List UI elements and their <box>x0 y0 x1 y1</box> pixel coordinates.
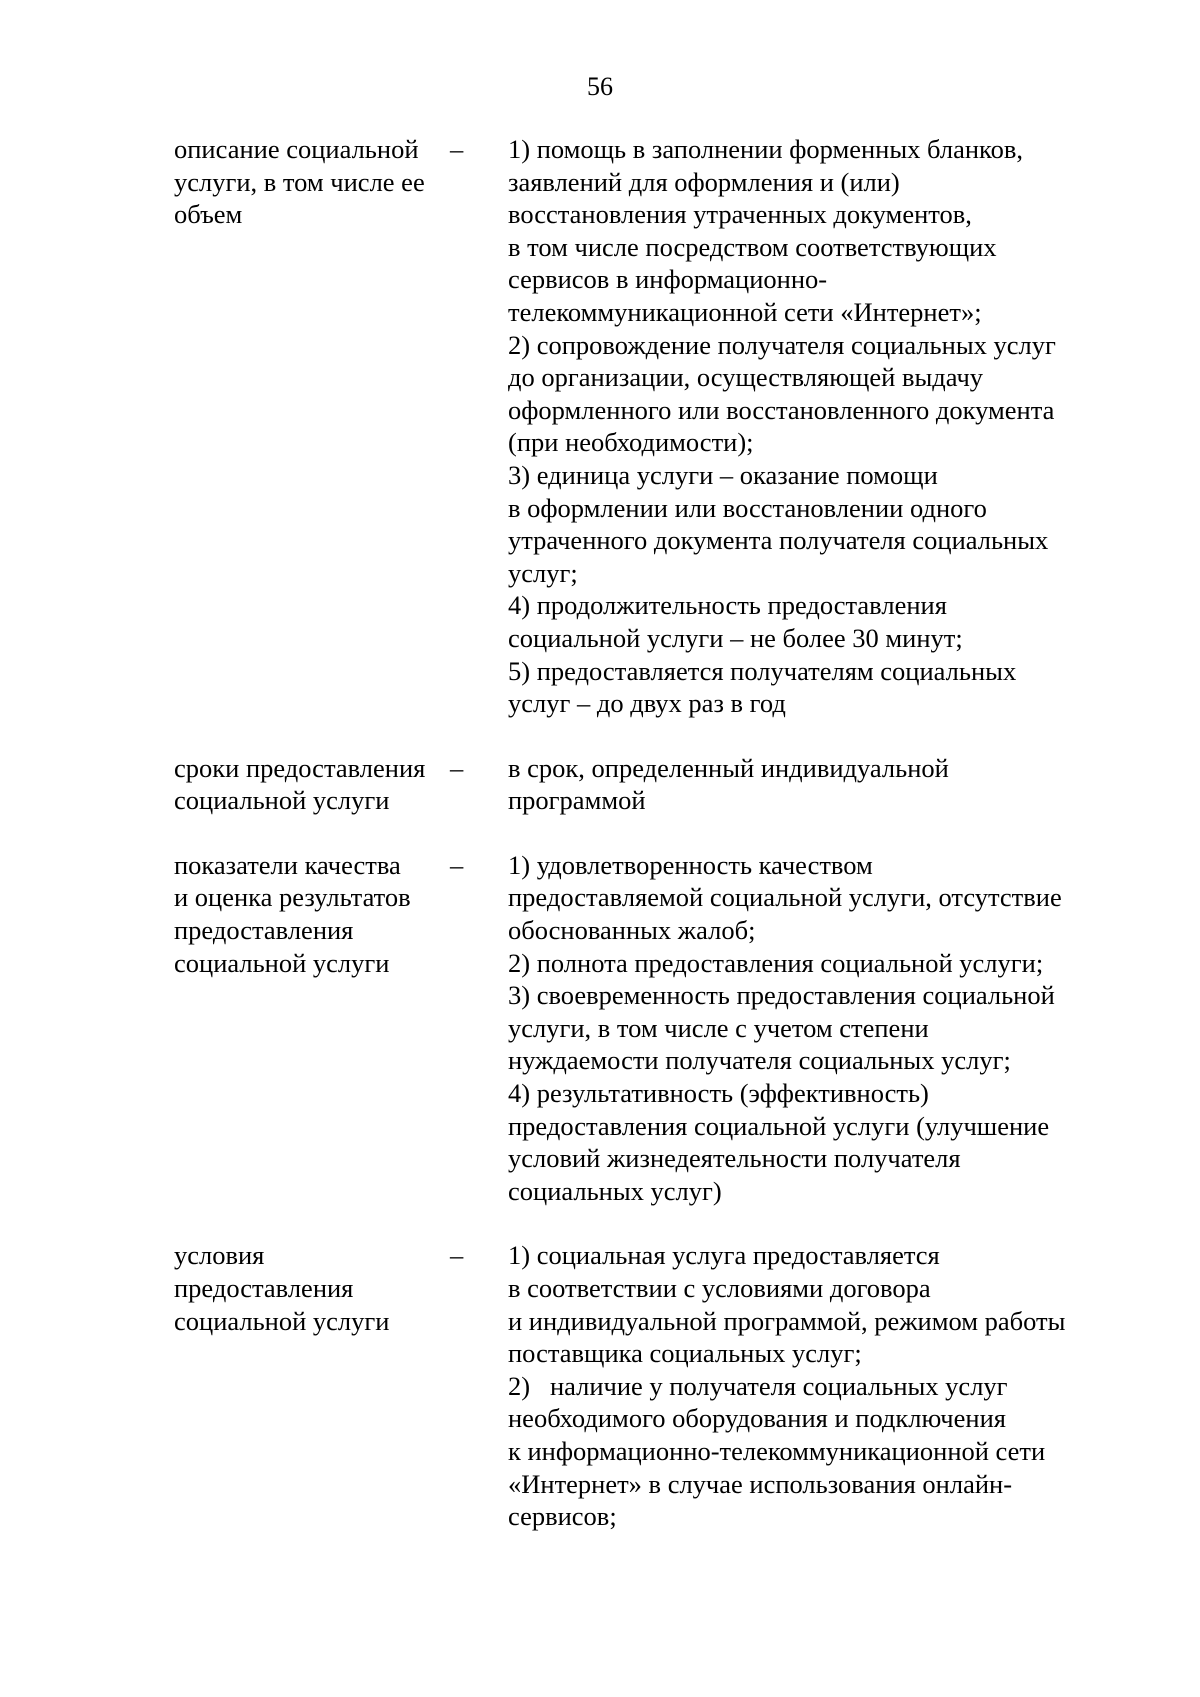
description-line: 3) своевременность предоставления социальной <box>508 980 1055 1011</box>
page-number: 56 <box>587 72 613 101</box>
description-line: 1) помощь в заполнении форменных бланков, <box>508 134 1023 164</box>
description-line: оформленного или восстановленного документа <box>508 394 1055 425</box>
description-line: программой <box>508 785 646 816</box>
description-line: 5) предоставляется получателям социальных <box>508 655 1017 686</box>
term-line: услуги, в том числе ее <box>174 166 425 197</box>
description-line: в оформлении или восстановлении одного <box>508 492 987 523</box>
description-line: восстановления утраченных документов, <box>508 199 972 230</box>
description-line: до организации, осуществляющей выдачу <box>508 362 984 393</box>
description-line: услуг – до двух раз в год <box>508 688 786 719</box>
description-line: сервисов; <box>508 1501 617 1532</box>
row-term <box>174 849 450 1208</box>
description-line: 2) наличие у получателя социальных услуг <box>508 1370 1008 1401</box>
description-line: утраченного документа получателя социальных <box>508 525 1049 556</box>
term-line: предоставления <box>174 1273 354 1303</box>
description-line: (при необходимости); <box>508 427 754 458</box>
table-row <box>174 849 1124 1208</box>
row-description <box>508 752 1124 817</box>
description-line: условий жизнедеятельности получателя <box>508 1143 961 1174</box>
term-line: показатели качества <box>174 849 401 880</box>
term-line: социальной услуги <box>174 947 390 978</box>
table-row <box>174 133 1124 720</box>
row-description <box>508 849 1124 1208</box>
description-line: обоснованных жалоб; <box>508 915 756 946</box>
description-line: в срок, определенный индивидуальной <box>508 752 949 783</box>
term-line: предоставления <box>174 915 354 946</box>
description-line: 4) продолжительность предоставления <box>508 590 947 621</box>
description-line: поставщика социальных услуг; <box>508 1338 862 1369</box>
description-line: 1) социальная услуга предоставляется <box>508 1240 940 1271</box>
description-line: сервисов в информационно- <box>508 264 828 295</box>
term-line: условия <box>174 1240 265 1271</box>
row-term <box>174 752 450 817</box>
row-term <box>174 133 450 720</box>
description-line: нуждаемости получателя социальных услуг; <box>508 1045 1011 1076</box>
description-line: в том числе посредством соответствующих <box>508 231 997 262</box>
row-term <box>174 1239 450 1532</box>
description-line: заявлений для оформления и (или) <box>508 166 900 197</box>
row-dash: – <box>450 849 464 880</box>
description-line: 2) сопровождение получателя социальных услуг <box>508 329 1056 360</box>
description-line: в соответствии с условиями договора <box>508 1273 931 1303</box>
description-line: 1) удовлетворенность качеством <box>508 849 873 880</box>
description-line: и индивидуальной программой, режимом работы <box>508 1305 1066 1336</box>
row-description <box>508 133 1124 720</box>
description-line: социальных услуг) <box>508 1175 722 1206</box>
row-dash: – <box>450 134 464 164</box>
term-line: и оценка результатов <box>174 882 411 913</box>
description-line: телекоммуникационной сети «Интернет»; <box>508 296 982 327</box>
description-line: предоставляемой социальной услуги, отсутствие <box>508 882 1062 913</box>
definition-table <box>174 133 1124 1533</box>
row-dash: – <box>450 752 464 783</box>
description-line: 3) единица услуги – оказание помощи <box>508 459 938 490</box>
description-line: предоставления социальной услуги (улучшение <box>508 1110 1050 1141</box>
row-dash: – <box>450 1240 464 1271</box>
term-line: социальной услуги <box>174 1305 390 1336</box>
term-line: объем <box>174 199 243 230</box>
description-line: услуги, в том числе с учетом степени <box>508 1012 929 1043</box>
table-row <box>174 752 1124 817</box>
term-line: описание социальной <box>174 134 419 164</box>
table-row <box>174 1239 1124 1532</box>
description-line: к информационно-телекоммуникационной сети <box>508 1435 1046 1466</box>
description-line: 4) результативность (эффективность) <box>508 1078 929 1109</box>
description-line: «Интернет» в случае использования онлайн- <box>508 1468 1013 1499</box>
row-description <box>508 1239 1124 1532</box>
description-line: услуг; <box>508 557 578 588</box>
description-line: 2) полнота предоставления социальной услуги; <box>508 947 1044 978</box>
description-line: необходимого оборудования и подключения <box>508 1403 1006 1434</box>
term-line: сроки предоставления <box>174 752 426 783</box>
description-line: социальной услуги – не более 30 минут; <box>508 622 963 653</box>
term-line: социальной услуги <box>174 785 390 816</box>
